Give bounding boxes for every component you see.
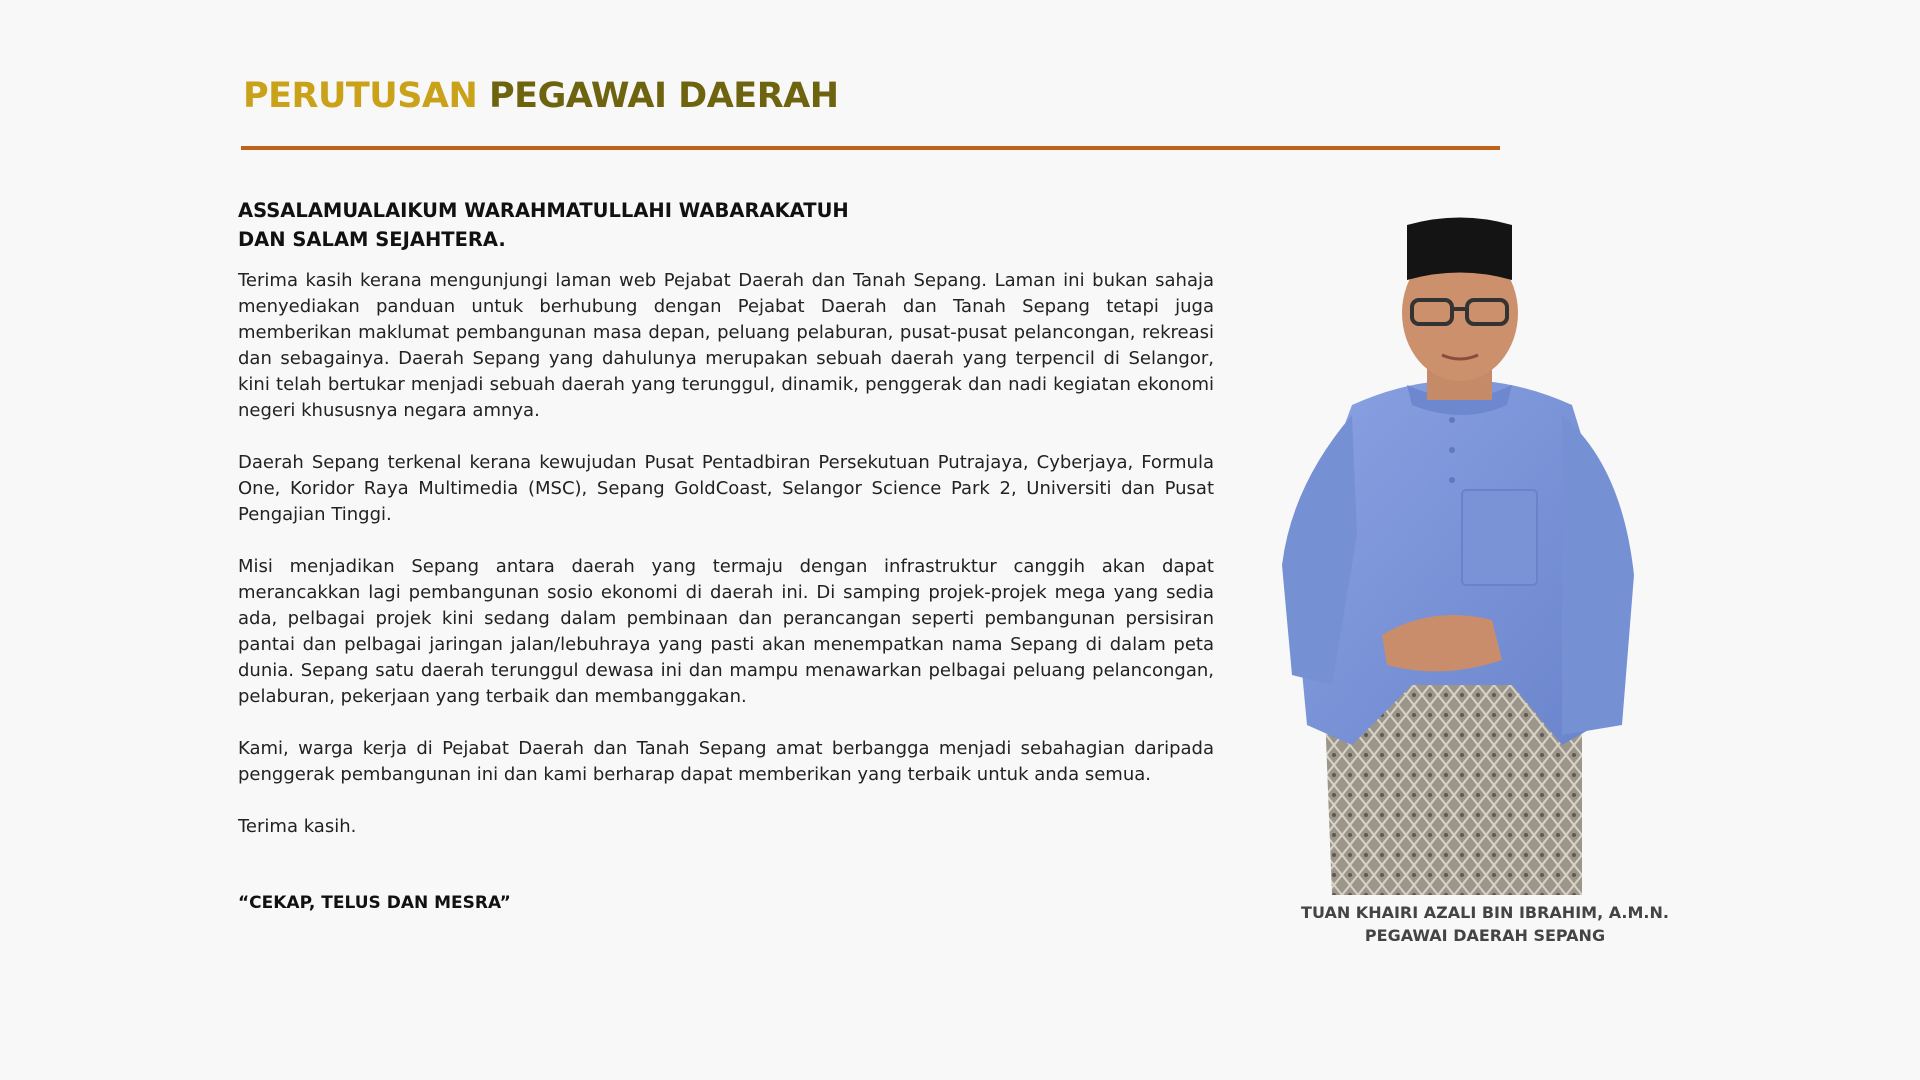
message-paragraph: Misi menjadikan Sepang antara daerah yang termaju dengan infrastruktur canggih akan dapat merancakkan lagi pembangunan sosio ekonomi di daerah ini. Di samping projek-projek mega yang sedia ada, pelbagai projek kini sedang dalam pembinaan dan perancangan seperti pembangunan persisiran pantai dan pelbagai jaringan jalan/lebuhraya yang pasti akan menempatkan nama Sepang di dalam peta dunia. Sepang satu daerah terunggul dewasa ini dan mampu menawarkan pelbagai peluang pelancongan, pelaburan, pekerjaan yang terbaik dan membanggakan. [238, 556, 1214, 707]
motto: “CEKAP, TELUS DAN MESRA” [238, 893, 511, 913]
songkok [1407, 218, 1512, 281]
page-title-part2: PEGAWAI DAERAH [489, 76, 839, 116]
greeting-line1: ASSALAMUALAIKUM WARAHMATULLAHI WABARAKATUH [238, 199, 849, 222]
message-paragraph: Daerah Sepang terkenal kerana kewujudan Pusat Pentadbiran Persekutuan Putrajaya, Cyberjaya, Formula One, Koridor Raya Multimedia (MSC), Sepang GoldCoast, Selangor Science Park 2, Universiti dan Pusat Pengajian Tinggi. [238, 452, 1214, 525]
page-title-part1: PERUTUSAN [243, 76, 478, 116]
greeting [238, 196, 849, 254]
message-paragraph: Terima kasih kerana mengunjungi laman web Pejabat Daerah dan Tanah Sepang. Laman ini bukan sahaja menyediakan panduan untuk berhubung dengan Pejabat Daerah dan Tanah Sepang tetapi juga memberikan maklumat pembangunan masa depan, peluang pelaburan, pusat-pusat pelancongan, rekreasi dan sebagainya. Daerah Sepang yang dahulunya merupakan sebuah daerah yang terpencil di Selangor, kini telah bertukar menjadi sebuah daerah yang terunggul, dinamik, penggerak dan nadi kegiatan ekonomi negeri khususnya negara amnya. [238, 270, 1214, 421]
officer-position: PEGAWAI DAERAH SEPANG [1364, 926, 1606, 945]
portrait-caption [1260, 901, 1710, 947]
message-closing: Terima kasih. [238, 816, 357, 837]
title-divider [241, 146, 1500, 150]
greeting-line2: DAN SALAM SEJAHTERA. [238, 228, 506, 251]
message-body [238, 268, 1214, 866]
district-officer-portrait [1262, 205, 1662, 895]
page-title [243, 76, 839, 116]
message-paragraph: Kami, warga kerja di Pejabat Daerah dan Tanah Sepang amat berbangga menjadi sebahagian daripada penggerak pembangunan ini dan kami berharap dapat memberikan yang terbaik untuk anda semua. [238, 738, 1214, 785]
officer-name: TUAN KHAIRI AZALI BIN IBRAHIM, A.M.N. [1301, 903, 1669, 922]
